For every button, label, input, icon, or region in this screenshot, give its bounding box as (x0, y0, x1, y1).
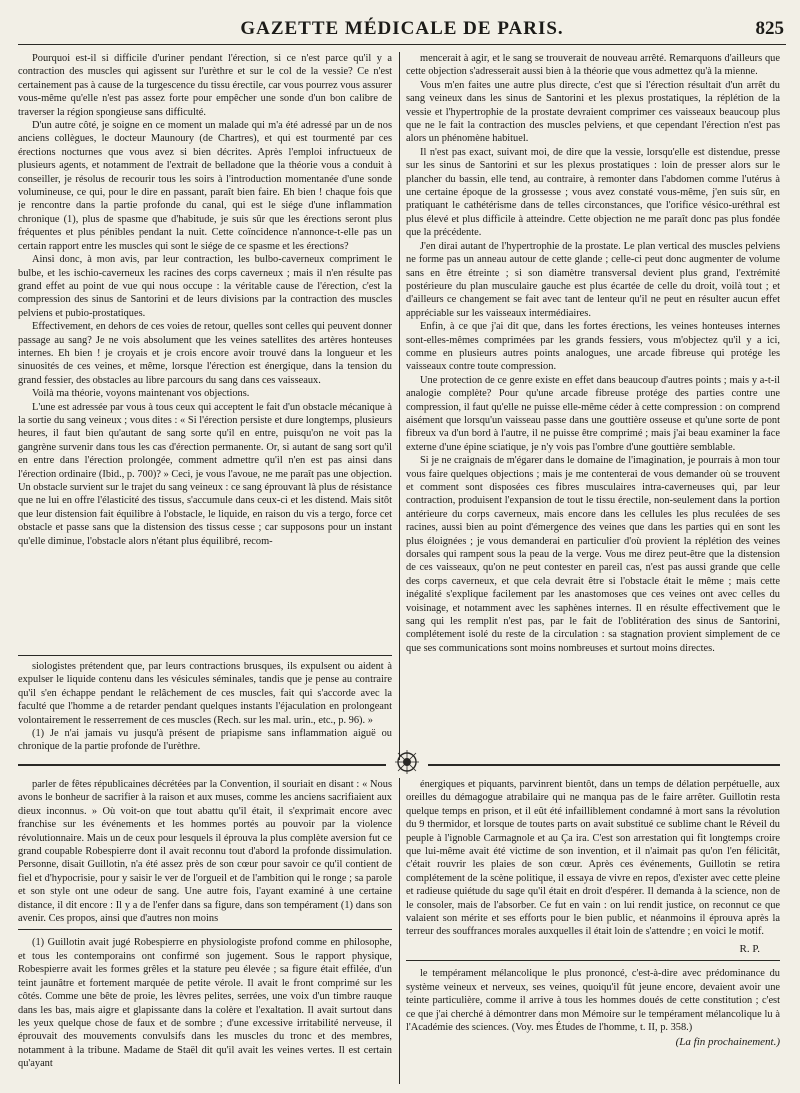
footnote: (1) Je n'ai jamais vu jusqu'à présent de priapisme sans inflammation aiguë ou chronique de la partie profonde de l'urèthre. (18, 728, 392, 753)
footnote: siologistes prétendent que, par leurs contractions brusques, ils expulsent ou aident à expulser le liquide contenu dans les vésicules séminales, tandis que je pense au contraire qu'il s'en échappe pendant le relâchement de ces muscles, fait qui s'accorde avec la faculté que l'homme a de retarder pendant quelques instants l'éjaculation en prolongeant volontairement le resserrement de ces muscles (Rech. sur les mal. urin., etc., p. 96). » (18, 661, 392, 726)
footnote: (1) Guillotin avait jugé Robespierre en physiologiste profond comme en philosophe, et tous les contemporains ont confirmé son jugement. Sous le rapport physique, Robespierre avait les formes grêles et la stature peu élevée ; sa figure était effilée, d'un teint jaunâtre et fortement marquée de petite vérole. Il avait le front comprimé sur les côtés. Comme une bête de proie, les lèvres pelites, serrées, une voix d'un timbre rauque dans les bas, mais aigre et glapissante dans la colère et l'exaltation. Il avait surtout dans les yeux quelque chose de faux et de sombre ; d'une excessive irritabilité nerveuse, il éprouvait des mouvements convulsifs dans les muscles du tronc et des membres, notamment à la tribune. Madame de Staël dit qu'il avait les veines vertes. Il est certain qu'ayant (18, 937, 392, 1070)
column-divider (399, 778, 400, 1084)
continuation-note: (La fin prochainement.) (675, 1036, 780, 1049)
running-title: GAZETTE MÉDICALE DE PARIS. (240, 18, 564, 39)
footnote-rule (18, 655, 392, 656)
paragraph: Ainsi donc, à mon avis, par leur contraction, les bulbo-caverneux compriment le bulbe, et les ischio-caverneux les racines des corps caverneux ; mais il n'en résulte pas grand effet au point de vue qui nous occupe : la véritable cause de l'érection, c'est la compression des sinus de Santorini et de leurs divisions par la contraction des muscles pelviens et pubio-prostatiques. (18, 254, 392, 319)
paragraph: énergiques et piquants, parvinrent bientôt, dans un temps de délation perpétuelle, aux oreilles du démagogue atrabilaire qui ne manqua pas de le faire arrêter. Guillotin resta quelque temps en prison, et il eût été infailliblement condamné à mort sans la révolution du 9 thermidor, et lorsque de toutes parts on avait substitué ce sublime chant le Réveil du peuple à l'ignoble Carmagnole et au Ça ira. C'est son arrestation qui fit longtemps croire que lui-même avait été victime de son invention, et il n'aimait pas qu'on l'en félicitât, c'était rouvrir les plaies de son cœur. Après ces événements, Guillotin se retira complétement de la scène politique, il essaya de vivre en repos, d'exister avec cette pleine et radieuse quiétude du sage qu'il était en droit d'espérer. Il demanda à la science, non de le consoler, mais de l'absorber. Ce fut en vain : on lui rendit justice, on reconnut ce que valaient son mérite et ses efforts pour le bien public, et néanmoins il éprouva après la terreur des souffrances morales auxquelles il était loin de s'attendre ; en voici le motif. (406, 779, 780, 938)
page-header (18, 0, 786, 45)
column-divider (399, 52, 400, 760)
bottom-right-column (406, 778, 780, 1088)
paragraph: Vous m'en faites une autre plus directe, c'est que si l'érection résultait d'un arrêt du sang veineux dans les sinus de Santorini et les plexus prostatiques, la réplétion de la vessie et l'hypertrophie de la prostate devraient comprimer ces vaisseaux beaucoup plus que ne le fait la contraction des muscles pelviens, et que cependant l'érection n'est pas alors un phénomène habituel. (406, 79, 780, 145)
section-divider (428, 764, 780, 766)
paragraph: mencerait à agir, et le sang se trouverait de nouveau arrêté. Remarquons d'ailleurs que cette objection s'adresserait aussi bien à la théorie que vous admettez qu'à la mienne. (406, 53, 780, 78)
footnote-rule (18, 929, 392, 930)
paragraph: Enfin, à ce que j'ai dit que, dans les fortes érections, les veines honteuses internes sont-elles-mêmes comprimées par les grands fessiers, vous m'objectez qu'il y a ici, comme en plusieurs autres points analogues, une arcade fibreuse qui protége les vaisseaux contre toute compression. (406, 321, 780, 373)
decorative-ornament (392, 748, 422, 776)
author-signature: R. P. (739, 942, 760, 955)
paragraph: Si je ne craignais de m'égarer dans le domaine de l'imagination, je pourrais à mon tour vous faire quelques objections ; mais je me contenterai de vous demander où se trouvent et comment sont disposées ces fibres musculaires intra-caverneuses qui, par leur contraction, produisent l'expansion de tout le tissu érectile, non-seulement dans la portion antérieure du corps caverneux, mais encore dans les cellules les plus reculées de ses racines, aussi bien au point d'émergence des veines que dans les parties qui en sont les plus éloignées ; je vous demanderai en particulier d'où provient la réplétion des veines dorsales qui rampent sous la peau de la verge. Vous me direz peut-être que la distension de ces vaisseaux, qu'on ne peut contester en pareil cas, n'est pas aussi grande que celle des corps caverneux, et que cela devrait être si l'obstacle était le même ; mais cette inégalité s'explique facilement par les anastomoses que ces veines ont avec celles du voisinage, et notamment avec les saphènes internes. Il en résulte effectivement que le sang qui les remplit n'est pas, par le fait de l'oblitération des sinus de Santorini, complétement isolé du reste de la circulation : sa stagnation provient simplement de ce que ses communications sont moins nombreuses et surtout moins directes. (406, 455, 780, 654)
paragraph: Pourquoi est-il si difficile d'uriner pendant l'érection, si ce n'est parce qu'il y a contraction des muscles qui agissent sur l'urèthre et sur le col de la vessie? Ce n'est certainement pas à cause de la turgescence du tissu érectile, car vous pourrez vous assurer vous-même qu'elle n'est pas assez forte pour empêcher une sonde d'un bon calibre de traverser la région spongieuse sans difficulté. (18, 53, 392, 118)
paragraph: Il n'est pas exact, suivant moi, de dire que la vessie, lorsqu'elle est distendue, presse sur les sinus de Santorini et sur les plexus prostatiques : loin de presser alors sur le plancher du bassin, elle tend, au contraire, à remonter dans l'abdomen comme l'utérus à une certaine époque de la grossesse ; vous avez constaté vous-même, j'en suis sûr, en pratiquant le cathétérisme dans de telles circonstances, que l'orifice vésico-uréthral est plus élevé et plus difficile à atteindre. Cette objection ne me paraît donc pas plus fondée que la précédente. (406, 146, 780, 239)
paragraph: Une protection de ce genre existe en effet dans beaucoup d'autres points ; mais y a-t-il analogie complète? Pour qu'une arcade fibreuse protége des parties contre une compression, il faut qu'elle ne puisse elle-même céder à cette compression : on comprend aisément que lorsqu'un vaisseau passe dans une gouttière osseuse et qu'une sorte de pont fibreux va d'un bord à l'autre, il ne puisse être comprimé ; mais j'ai beau examiner la face externe d'une épine sciatique, je n'y vois pas l'ombre d'une gouttière semblable. (406, 374, 780, 453)
page-number: 825 (755, 18, 784, 39)
paragraph: J'en dirai autant de l'hypertrophie de la prostate. Le plan vertical des muscles pelviens ne forme pas un anneau autour de cette glande ; celle-ci peut donc augmenter de volume sans en être étreinte ; si son diamètre transversal devient plus grand, l'extrémité postérieure du plan musculaire gauche est plus écartée de celle du droit, voilà tout ; et d'ailleurs ce changement se fait avec tant de lenteur qu'il ne peut en résulter aucun effet appréciable sur les vaisseaux intermédiaires. (406, 240, 780, 319)
paragraph: Voilà ma théorie, voyons maintenant vos objections. (32, 388, 250, 400)
paragraph: L'une est adressée par vous à tous ceux qui acceptent le fait d'un obstacle mécanique à la sortie du sang veineux ; vous dites : « Si l'érection persiste et dure longtemps, plusieurs heures, il faut bien qu'autant de sang sorte qu'il en entre, puisqu'on ne voit pas la gangrène survenir dans tous les cas d'érection permanente. Or, si autant de sang sort qu'il en entre dans l'érection prolongée, comment admettre qu'il n'en est pas ainsi dans l'érection ordinaire (Ibid., p. 700)? » Ceci, je vous l'avoue, ne me paraît pas une objection. Un obstacle survient sur le trajet du sang veineux : ce sang éprouvant là plus de résistance que ne lui en offre l'élasticité des tissus, s'accumule dans ceux-ci et les distend. Mais sitôt que leur distension fait équilibre à l'obstacle, le liquide, en raison du vis a tergo, force cet obstacle et passe sans que la distension des tissus cesse ; car supposons pour un instant qu'elle diminue, l'obstacle alors n'étant plus équilibré, recom- (18, 401, 392, 547)
section-divider (18, 764, 386, 766)
footnote: le tempérament mélancolique le plus prononcé, c'est-à-dire avec prédominance du système veineux et nerveux, ses veines, quoiqu'il fût jeune encore, devaient avoir une teinte particulière, comme il arrive à tous les hommes doués de cette constitution ; c'est ce que j'ai cherché à démontrer dans mon Mémoire sur le tempérament mélancolique lu à l'Académie des sciences. (Voy. mes Études de l'homme, t. II, p. 358.) (406, 968, 780, 1033)
paragraph: D'un autre côté, je soigne en ce moment un malade qui m'a été adressé par un de nos anciens collègues, le docteur Maunoury (de Chartres), et qui est tourmenté par ces érections nocturnes que vous avez si bien décrites. Après l'emploi infructueux de plusieurs agents, et notamment de l'extrait de belladone que la théorie vous a conduit à conseiller, je résolus de recourir tous les soirs à l'introduction momentanée d'une sonde volumineuse, ce qui, pour le dire en passant, paraît bien faire. Eh bien ! chaque fois que je rencontre dans la partie profonde du canal, qui est le siége d'une inflammation chronique (1), plus de spasme que d'habitude, je suis sûr que les érections seront plus fréquentes et plus pénibles pendant la nuit. Cette coïncidence n'annonce-t-elle pas un certain rapport entre les muscles qui sont le siége de ce spasme et les érections? (18, 120, 392, 252)
top-left-footnotes (18, 660, 392, 760)
bottom-left-column (18, 778, 392, 1088)
footnote-rule (406, 960, 780, 961)
top-right-column (406, 52, 780, 758)
top-left-column (18, 52, 392, 650)
paragraph: Effectivement, en dehors de ces voies de retour, quelles sont celles qui peuvent donner passage au sang? Je ne vois absolument que les veines satellites des artères honteuses internes. Eh bien ! je croyais et je crois encore avoir trouvé dans la longueur et les sinuosités de ces veines, et même, lorsque l'érection est énergique, dans la tension du grand fessier, des obstacles au libre parcours du sang dans ces vaisseaux. (18, 321, 392, 386)
paragraph: parler de fêtes républicaines décrétées par la Convention, il souriait en disant : « Nous avons le bonheur de sacrifier à la raison et aux muses, comme les anciens sacrifiaient aux dieux inconnus. » Où voit-on que tout abattu qu'il était, il s'exprimait encore avec franchise sur les événements et les hommes portés au pouvoir par la violence révolutionnaire. Mais un de ceux pour lesquels il éprouva la plus complète aversion fut ce grand coupable Robespierre dont il avait reconnu tout d'abord la profonde dissimulation. Personne, disait Guillotin, n'a été assez près de son cœur pour savoir ce qu'il contient de fiel et d'hypocrisie, pour y saisir le ver de l'orgueil et de l'ambition qui le ronge ; sa parole et son style ont une odeur de sang. Une autre fois, l'ayant examiné à une certaine distance, il dit encore : Il y a de l'enfer dans sa figure, dans son tempérament (1) dans son avenir. Ces propos, ainsi que d'autres non moins (18, 779, 392, 925)
